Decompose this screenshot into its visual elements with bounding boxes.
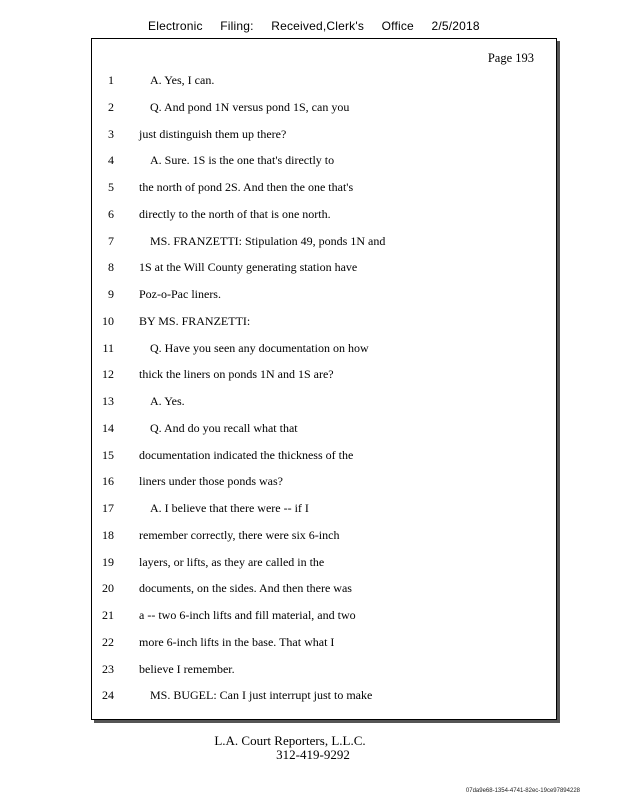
line-number: 2 (108, 99, 114, 114)
transcript-line (92, 608, 556, 626)
line-text: believe I remember. (139, 661, 235, 676)
document-id: 07da9e68-1354-4741-82ec-19ce97894228 (465, 788, 580, 794)
transcript-line (92, 501, 556, 519)
line-number: 1 (108, 73, 114, 87)
line-text: BY MS. FRANZETTI: (139, 313, 251, 328)
line-number: 6 (108, 206, 114, 221)
line-text: 1S at the Will County generating station have (139, 260, 358, 275)
line-text: Poz-o-Pac liners. (139, 287, 221, 301)
line-text: more 6-inch lifts in the base. That what I (139, 634, 335, 649)
line-number: 20 (102, 581, 114, 596)
filing-stamp-part: Electronic (148, 19, 203, 33)
line-number: 16 (102, 474, 114, 489)
line-number: 8 (108, 260, 114, 275)
transcript-line (92, 448, 556, 466)
transcript-line (92, 688, 556, 706)
line-number: 9 (108, 287, 114, 301)
transcript-line (92, 341, 556, 359)
line-text: a -- two 6-inch lifts and fill material, and two (139, 608, 356, 622)
transcript-line (92, 260, 556, 278)
line-text: just distinguish them up there? (139, 126, 287, 141)
transcript-line (92, 581, 556, 599)
line-number: 10 (102, 313, 114, 328)
page-number: Page 193 (487, 51, 534, 65)
line-number: 11 (102, 340, 114, 355)
line-text: A. Yes. (150, 394, 185, 408)
court-reporter-name: L.A. Court Reporters, L.L.C. (214, 733, 366, 748)
line-text: remember correctly, there were six 6-inch (139, 527, 340, 542)
filing-stamp-part: Office (381, 19, 414, 33)
line-text: directly to the north of that is one north. (139, 206, 331, 221)
line-text: the north of pond 2S. And then the one that's (139, 180, 354, 194)
line-text: MS. FRANZETTI: Stipulation 49, ponds 1N and (150, 233, 386, 248)
line-number: 23 (102, 661, 114, 676)
line-number: 12 (102, 367, 114, 382)
line-text: Q. And do you recall what that (150, 420, 298, 435)
transcript-line (92, 100, 556, 118)
court-reporter-phone: 312-419-9292 (276, 747, 350, 762)
transcript-line (92, 474, 556, 492)
transcript-line (92, 367, 556, 385)
transcript-line (92, 127, 556, 145)
transcript-line (92, 394, 556, 412)
line-number: 18 (102, 527, 114, 542)
line-text: Q. Have you seen any documentation on how (150, 340, 369, 355)
line-number: 3 (108, 126, 114, 141)
filing-stamp-part: 2/5/2018 (431, 19, 480, 33)
line-number: 5 (108, 180, 114, 194)
line-number: 4 (108, 153, 114, 168)
filing-stamp-part: Filing: (220, 19, 254, 33)
transcript-line (92, 314, 556, 332)
transcript-line (92, 635, 556, 653)
line-text: documentation indicated the thickness of the (139, 447, 354, 462)
line-number: 13 (102, 394, 114, 408)
transcript-line (92, 73, 556, 91)
line-number: 14 (102, 420, 114, 435)
line-number: 7 (108, 233, 114, 248)
transcript-line (92, 207, 556, 225)
line-text: liners under those ponds was? (139, 474, 283, 489)
transcript-line (92, 662, 556, 680)
line-text: A. I believe that there were -- if I (150, 501, 309, 515)
transcript-line (92, 528, 556, 546)
line-text: Q. And pond 1N versus pond 1S, can you (150, 99, 350, 114)
line-number: 21 (102, 608, 114, 622)
filing-stamp-part: Received,Clerk's (271, 19, 365, 33)
transcript-line (92, 180, 556, 198)
line-number: 24 (102, 688, 114, 703)
transcript-line (92, 234, 556, 252)
line-number: 19 (102, 554, 114, 569)
filing-stamp-header (148, 19, 480, 33)
line-text: MS. BUGEL: Can I just interrupt just to make (150, 688, 373, 703)
line-number: 17 (102, 501, 114, 515)
line-text: A. Yes, I can. (150, 73, 215, 87)
line-text: layers, or lifts, as they are called in the (139, 554, 325, 569)
line-text: thick the liners on ponds 1N and 1S are? (139, 367, 334, 382)
transcript-line (92, 153, 556, 171)
line-text: A. Sure. 1S is the one that's directly to (150, 153, 335, 168)
transcript-line (92, 421, 556, 439)
transcript-line (92, 555, 556, 573)
transcript-page (91, 38, 557, 720)
line-number: 22 (102, 634, 114, 649)
transcript-line (92, 287, 556, 305)
line-number: 15 (102, 447, 114, 462)
line-text: documents, on the sides. And then there was (139, 581, 352, 596)
